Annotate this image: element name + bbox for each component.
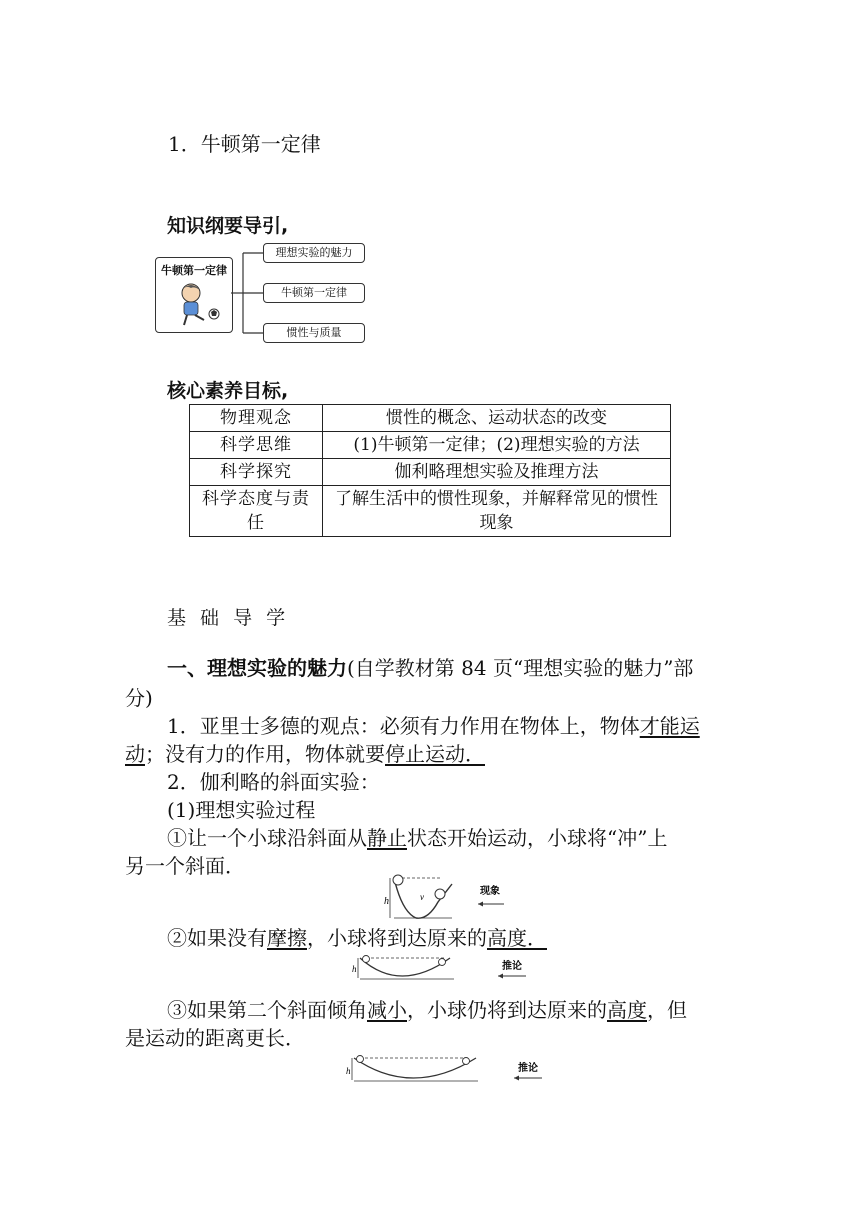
step-3: ③如果第二个斜面倾角减小，小球仍将到达原来的高度，但 xyxy=(167,998,687,1022)
child-kicking-ball-icon xyxy=(164,278,224,328)
map-root-box xyxy=(155,257,233,333)
svg-text:推论: 推论 xyxy=(518,1063,538,1074)
table-row xyxy=(190,432,671,459)
svg-text:h: h xyxy=(352,964,357,974)
paragraph-galileo: 2．伽利略的斜面实验： xyxy=(167,770,380,794)
map-branch-1: 理想实验的魅力 xyxy=(263,243,365,263)
svg-text:现象: 现象 xyxy=(480,886,500,897)
figure-inclines-inference-2 xyxy=(342,1052,552,1086)
step-3-cont: 是运动的距离更长． xyxy=(125,1026,305,1050)
figure-inclines-phenomenon xyxy=(380,872,510,924)
map-root-label: 牛顿第一定律 xyxy=(161,264,227,277)
goal-value: 伽利略理想实验及推理方法 xyxy=(323,459,671,486)
figure-inclines-inference-1 xyxy=(350,950,530,984)
map-branch-3: 惯性与质量 xyxy=(263,323,365,343)
table-row xyxy=(190,405,671,432)
paragraph-process: (1)理想实验过程 xyxy=(167,798,316,822)
goals-table xyxy=(189,404,671,537)
table-row xyxy=(190,486,671,537)
goal-key: 科学探究 xyxy=(190,459,323,486)
step-1-cont: 另一个斜面． xyxy=(125,854,245,878)
goals-heading: 核心素养目标, xyxy=(167,380,289,402)
goal-value: (1)牛顿第一定律；(2)理想实验的方法 xyxy=(323,432,671,459)
table-row xyxy=(190,459,671,486)
goal-value: 惯性的概念、运动状态的改变 xyxy=(323,405,671,432)
step-2: ②如果没有摩擦，小球将到达原来的高度． xyxy=(167,926,547,950)
section-title: 一、理想实验的魅力(自学教材第 84 页“理想实验的魅力”部 xyxy=(167,656,694,680)
goal-key: 物理观念 xyxy=(190,405,323,432)
goal-key: 科学态度与责任 xyxy=(190,486,323,537)
section-title-cont: 分) xyxy=(125,686,153,710)
section-label: 基 础 导 学 xyxy=(167,607,290,629)
lesson-title: 1．牛顿第一定律 xyxy=(168,132,321,156)
paragraph-aristotle: 1．亚里士多德的观点：必须有力作用在物体上，物体才能运 xyxy=(167,714,700,738)
outline-heading: 知识纲要导引, xyxy=(167,215,289,237)
goal-value: 了解生活中的惯性现象，并解释常见的惯性现象 xyxy=(323,486,671,537)
svg-text:推论: 推论 xyxy=(502,961,522,972)
goal-key: 科学思维 xyxy=(190,432,323,459)
step-1: ①让一个小球沿斜面从静止状态开始运动，小球将“冲”上 xyxy=(167,826,668,850)
paragraph-aristotle-cont: 动；没有力的作用，物体就要停止运动． xyxy=(125,742,485,766)
map-branch-2: 牛顿第一定律 xyxy=(263,283,365,303)
svg-text:v: v xyxy=(420,892,424,902)
svg-text:h: h xyxy=(346,1066,351,1076)
svg-text:h: h xyxy=(384,896,389,907)
